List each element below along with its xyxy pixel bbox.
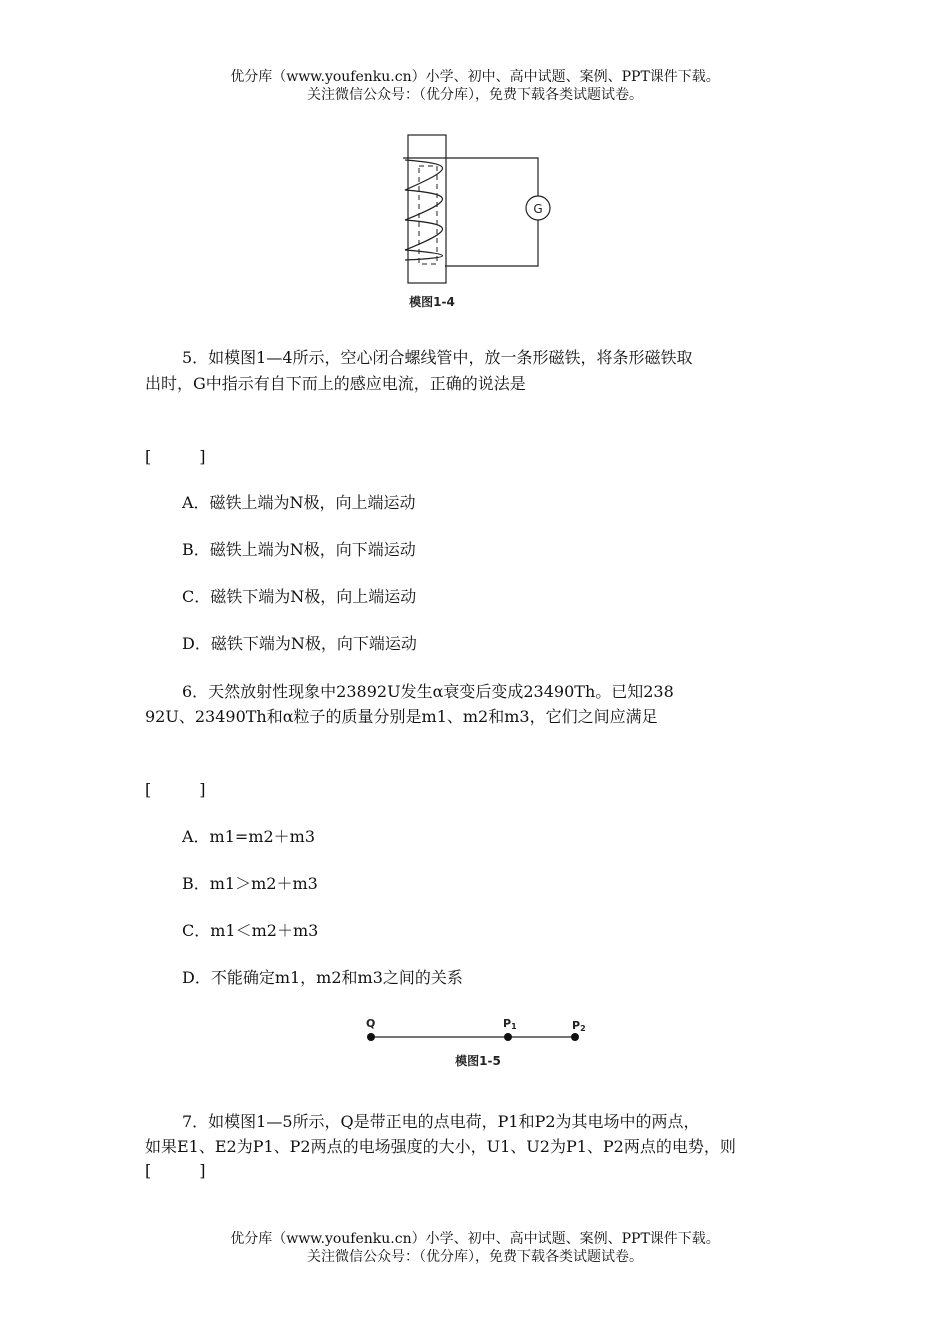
footer-line-2: 关注微信公众号：（优分库），免费下载各类试题试卷。: [307, 1249, 643, 1265]
point-q: [367, 1033, 375, 1041]
q5-option-c: C．磁铁下端为N极，向上端运动: [182, 587, 417, 606]
q5-option-d: D．磁铁下端为N极，向下端运动: [182, 634, 417, 653]
bar-magnet: [419, 166, 437, 264]
circuit-wire-bottom: [445, 220, 538, 266]
figure-caption-1-5: 模图1-5: [455, 1054, 501, 1068]
q6-stem-line-1: 6．天然放射性现象中23892U发生α衰变后变成23490Th。已知238: [182, 682, 674, 701]
q5-answer-bracket: [ ]: [145, 447, 206, 466]
figure-caption-1-4: 模图1-4: [409, 295, 455, 309]
label-p1: P1: [503, 1017, 517, 1031]
coil-winding: [405, 160, 443, 260]
q6-option-d: D．不能确定m1，m2和m3之间的关系: [182, 968, 463, 987]
q6-answer-bracket: [ ]: [145, 780, 206, 799]
galvanometer-label: G: [533, 202, 543, 216]
label-p2: P2: [572, 1019, 586, 1033]
header-line-2: 关注微信公众号：（优分库），免费下载各类试题试卷。: [307, 87, 643, 103]
q6-option-c: C．m1＜m2＋m3: [182, 921, 319, 940]
solenoid-figure: [395, 128, 565, 313]
circuit-wire: [403, 158, 538, 196]
q6-option-a: A．m1=m2＋m3: [182, 827, 316, 846]
q7-stem-line-1: 7．如模图1—5所示，Q是带正电的点电荷，P1和P2为其电场中的两点，: [182, 1112, 700, 1131]
page-footer: [0, 1230, 950, 1266]
point-p2: [571, 1033, 579, 1041]
q7-stem-line-2: 如果E1、E2为P1、P2两点的电场强度的大小，U1、U2为P1、P2两点的电势，则: [145, 1137, 736, 1156]
header-line-1: 优分库（www.youfenku.cn）小学、初中、高中试题、案例、PPT课件下载。: [230, 69, 720, 85]
q5-stem-line-1: 5．如模图1—4所示，空心闭合螺线管中，放一条形磁铁，将条形磁铁取: [182, 348, 693, 367]
page-header: [0, 68, 950, 104]
q5-stem-line-2: 出时，G中指示有自下而上的感应电流，正确的说法是: [145, 374, 526, 393]
q7-answer-bracket: [ ]: [145, 1161, 206, 1180]
solenoid-tube: [408, 135, 446, 283]
footer-line-1: 优分库（www.youfenku.cn）小学、初中、高中试题、案例、PPT课件下载。: [230, 1231, 720, 1247]
q6-option-b: B．m1＞m2＋m3: [182, 874, 318, 893]
point-p1: [504, 1033, 512, 1041]
q5-option-b: B．磁铁上端为N极，向下端运动: [182, 540, 416, 559]
q5-option-a: A．磁铁上端为N极，向上端运动: [182, 493, 416, 512]
charge-figure: [360, 1012, 595, 1072]
q6-stem-line-2: 92U、23490Th和α粒子的质量分别是m1、m2和m3，它们之间应满足: [145, 707, 658, 726]
label-q: Q: [366, 1017, 376, 1030]
